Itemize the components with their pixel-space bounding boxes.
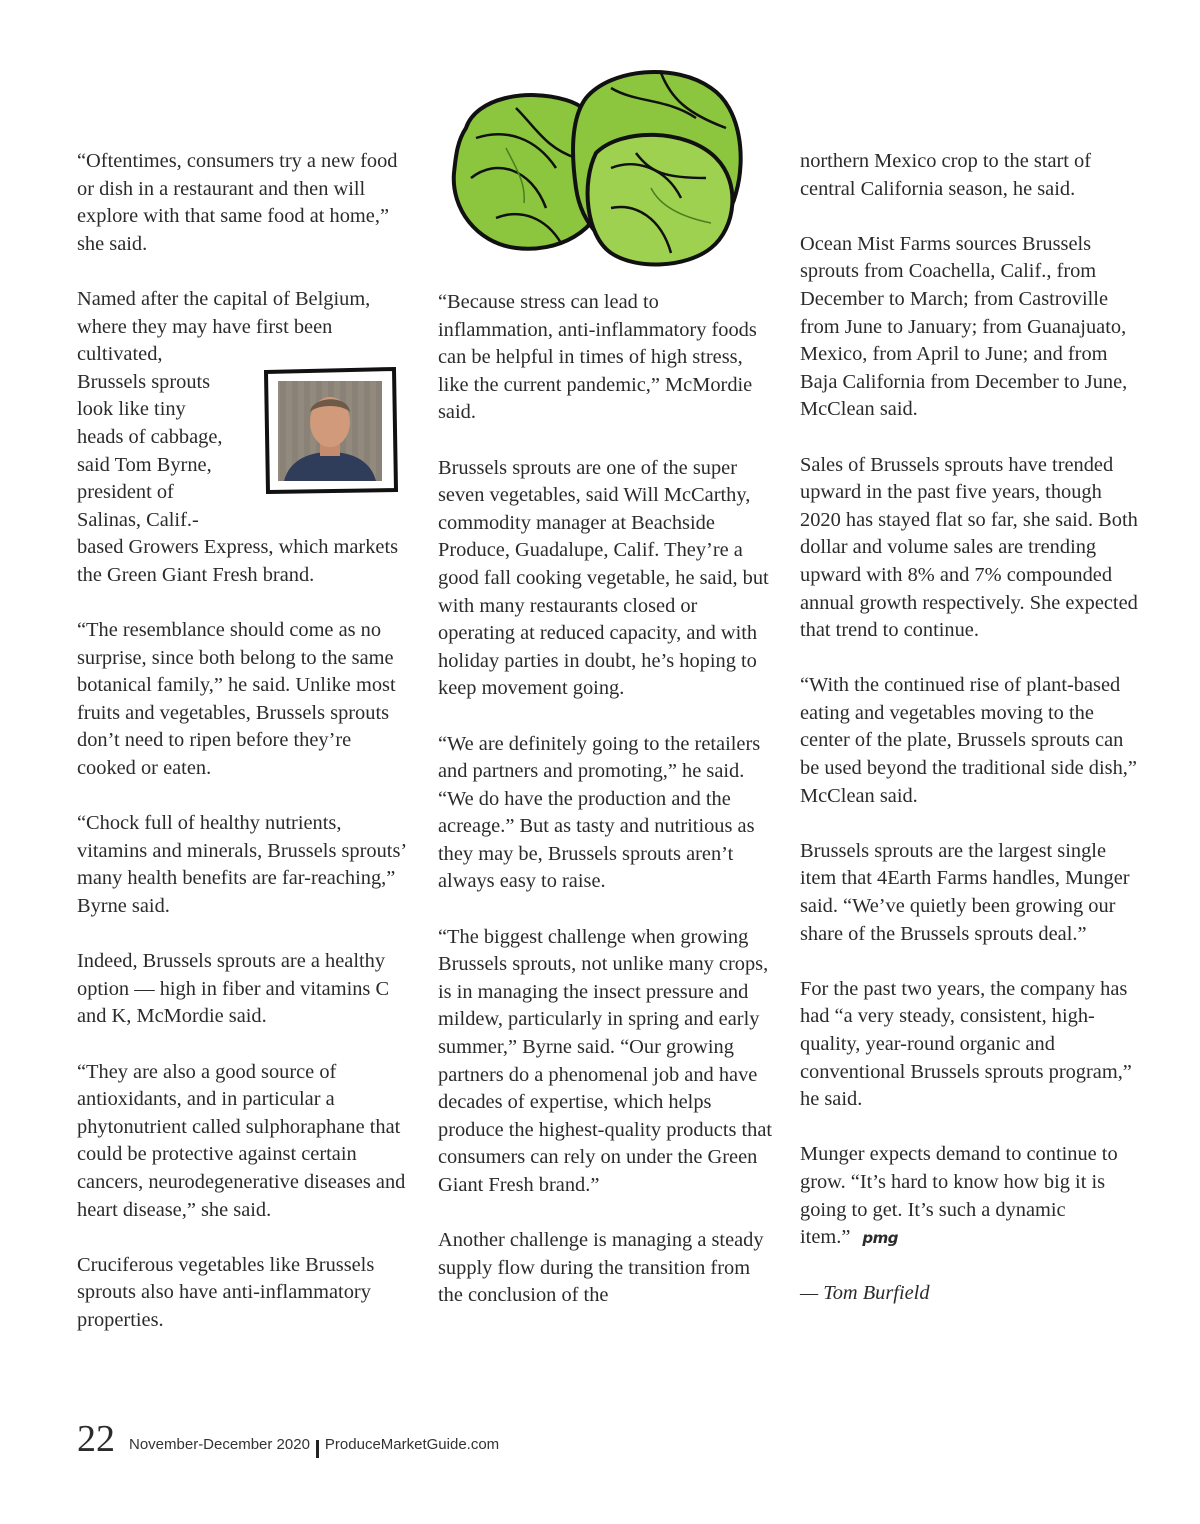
article-column-2 [438,289,778,1338]
paragraph: Cruciferous vegetables like Brussels sprouts also have anti-inflammatory properties. [77,1253,375,1331]
brussels-sprouts-illustration [436,58,766,272]
paragraph: “The resemblance should come as no surprise, since both belong to the same botanical family,” he said. Unlike most fruits and vegetables, Brussels sprouts don’t need to ripen before they’re cooked or eaten. [77,619,396,780]
author-byline: — Tom Burfield [800,1282,930,1305]
page-footer [77,1418,499,1458]
article-column-3 [800,148,1140,1336]
paragraph: Indeed, Brussels sprouts are a healthy option — high in fiber and vitamins C and K, McMordie said. [77,950,390,1028]
pmg-endmark: pmg [862,1229,898,1248]
paragraph: northern Mexico crop to the start of central California season, he said. [800,150,1092,200]
paragraph: “Because stress can lead to inflammation, anti-inflammatory foods can be helpful in times of high stress, like the current pandemic,” McMordie said. [438,291,757,424]
page-number: 22 [77,1418,115,1460]
paragraph: “We are definitely going to the retailers and partners and promoting,” he said. “We do have the production and the acreage.” But as tasty and nutritious as they may be, Brussels sprouts aren’t always easy to raise. [438,732,761,893]
paragraph: Brussels sprouts are the largest single item that 4Earth Farms handles, Munger said. “We’ve quietly been growing our share of the Brussels sprouts deal.” [800,839,1130,945]
issue-date: November-December 2020 [129,1436,310,1453]
paragraph: “The biggest challenge when growing Brussels sprouts, not unlike many crops, is in managing the insect pressure and mildew, particularly in spring and early summer,” Byrne said. “Our growing partners do a phenomenal job and have decades of expertise, which helps produce the highest-quality products that consumers can rely on under the Green Giant Fresh brand.” [438,925,773,1196]
closing-paragraph [800,1141,1140,1252]
footer-divider [316,1440,319,1458]
paragraph: Another challenge is managing a steady supply flow during the transition from the conclusion of the [438,1229,764,1307]
paragraph: Named after the capital of Belgium, where they may have first been cultivated, Brussels sprouts look like tiny heads of cabbage, said Tom Byrne, president of Salinas, Calif.- based Growers Express, which markets the Green Giant Fresh brand. [77,287,399,586]
site-url: ProduceMarketGuide.com [324,1436,500,1453]
paragraph: Ocean Mist Farms sources Brussels sprouts from Coachella, Calif., from December to March; from Castroville from June to January; from Guanajuato, Mexico, from April to June; and from Baja California from December to June, McClean said. [800,232,1128,421]
article-column-1 [77,148,407,1362]
paragraph: “With the continued rise of plant-based eating and vegetables moving to the center of the plate, Brussels sprouts can be used beyond the traditional side dish,” McClean said. [800,674,1137,807]
paragraph: Sales of Brussels sprouts have trended upward in the past five years, though 2020 has stayed flat so far, she said. Both dollar and volume sales are trending upward with 8% and 7% compounded annual growth respectively. She expected that trend to continue. [800,453,1138,642]
paragraph: Brussels sprouts are one of the super seven vegetables, said Will McCarthy, commodity manager at Beachside Produce, Guadalupe, Calif. They’re a good fall cooking vegetable, he said, but with many restaurants closed or operating at reduced capacity, and with holiday parties in doubt, he’s hoping to keep movement going. [438,456,769,700]
paragraph: For the past two years, the company has had “a very steady, consistent, high-quality, year-round organic and conventional Brussels sprouts program,” he said. [800,977,1132,1111]
paragraph: “They are also a good source of antioxidants, and in particular a phytonutrient called sulphoraphane that could be protective against certain cancers, neurodegenerative diseases and heart disease,” she said. [77,1060,406,1221]
closing-text: Munger expects demand to continue to grow. “It’s hard to know how big it is going to get. It’s such a dynamic item.” [800,1143,1118,1249]
paragraph: “Oftentimes, consumers try a new food or dish in a restaurant and then will explore with that same food at home,” she said. [77,150,398,255]
paragraph: “Chock full of healthy nutrients, vitamins and minerals, Brussels sprouts’ many health benefits are far-reaching,” Byrne said. [77,812,406,918]
